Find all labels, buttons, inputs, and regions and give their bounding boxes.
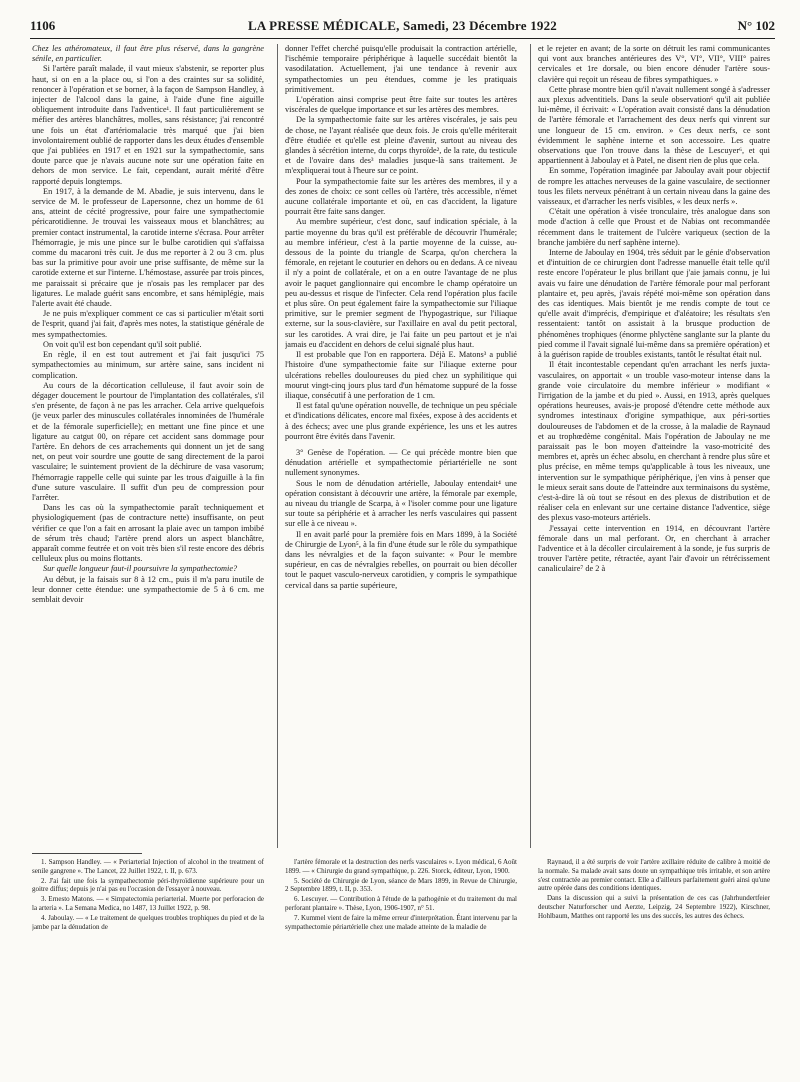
paragraph: Au membre supérieur, c'est donc, sauf indication spéciale, à la partie moyenne du bras qu'il est préférable de découvrir l'humérale; au membre inférieur, c'est à la partie moyenne de la cuisse, au-dessous de la pointe du triangle de Scarpa, qu'on cherchera la fémorale, en rejetant le couturier en dehors ou en dedans. A ce niveau il n'y a point de collatérale, et on a en outre l'avantage de ne plus avoir le paquet ganglionnaire qui encombre le champ opératoire un peu au-dessus et risque de l'infecter. Cela rend l'opération plus facile et plus sûre. On peut également faire la sympathectomie sur l'iliaque primitive, sur le premier segment de l'hypogastrique, sur l'iliaque externe, sur la sous-clavière, sur l'axillaire en aval du petit pectoral, sur les carotides. A vrai dire, je l'ai faite un peu partout et je n'ai jamais eu d'accident en dehors de celui signalé plus haut.: [285, 217, 517, 349]
footnote-rule: [32, 853, 142, 854]
paragraph: Interne de Jaboulay en 1904, très séduit par le génie d'observation et d'intuition de ce chirurgien dont l'adresse manuelle était telle qu'il reste encore l'opérateur le plus brillant que j'aie jamais connu, je lui avais vu faire une dénudation de l'artère fémorale pour mal perforant plantaire et, peu après, j'avais répété moi-même son opération dans des cas identiques. Mais bientôt je me rendis compte de tout ce qu'elle avait d'imprécis, d'empirique et d'aléatoire; les résultats s'en ressentaient: tantôt on assistait à la brusque production de phénomènes trophiques (énorme phlyctène sanglante sur la plante du pied comme il l'avait signalé lui-même dans sa première opération) et à la guérison rapide de troubles existants, tantôt le résultat était nul.: [538, 248, 770, 360]
paragraph: Cette phrase montre bien qu'il n'avait nullement songé à s'adresser aux plexus adventitiels. Dans la seule observation⁶ qu'il ait publiée lui-même, il écrivait: « L'opération avait consisté dans la dénudation de l'artère fémorale et l'arrachement des deux nerfs qui vinrent sur une longueur de 15 cm. environ. » Ces deux nerfs, ce sont évidemment le saphène interne et son accessoire. Les quatre observations que l'on trouve dans la thèse de Lescuyer⁶, et qui appartiennent à Jaboulay et à Patel, ne disent rien de plus que cela.: [538, 84, 770, 166]
text-column-2: [285, 44, 517, 850]
paragraph: J'essayai cette intervention en 1914, en découvrant l'artère fémorale dans un mal perforant. Or, en cherchant à arracher l'adventice et à la décoller circulairement à la sonde, je fus surpris de trouver l'artère petite, rétractée, ayant l'air d'avoir un rétrécissement canaliculaire⁷ de 2 à: [538, 523, 770, 574]
footnote: Dans la discussion qui a suivi la présentation de ces cas (Jahrhundertfeier deutscher Naturforscher und Aerzte, Leipzig, 24 Septembre 1922), Kirschner, Hohlbaum, Matthes ont rapporté les uns des succès, les autres des échecs.: [538, 894, 770, 920]
paragraph: En règle, il en est tout autrement et j'ai fait jusqu'ici 75 sympathectomies au minimum, sur artère saine, sans incident ni complication.: [32, 350, 264, 380]
text-column-3: [538, 44, 770, 850]
paragraph: Sur quelle longueur faut-il poursuivre la sympathectomie?: [43, 564, 238, 574]
issue-number: N° 102: [737, 18, 775, 33]
paragraph: Au début, je la faisais sur 8 à 12 cm., puis il m'a paru inutile de leur donner cette étendue: une sympathectomie de 5 à 6 cm. me semblait devoir: [32, 574, 264, 604]
paragraph: On voit qu'il est bon cependant qu'il soit publié.: [43, 339, 202, 349]
footnote: 1. Sampson Handley. — « Periarterial Injection of alcohol in the treatment of senile gangrene ». The Lancet, 22 Juillet 1922, t. II, p. 673.: [32, 858, 264, 875]
paragraph: et le rejeter en avant; de la sorte on détruit les rami communicantes qui vont aux branches antérieures des V°, VI°, VII°, VIII° paires cervicales et 1re dorsale, ou bien encore dénuder l'artère sous-clavière qui reçoit un réseau de fibres sympathiques. »: [538, 44, 770, 84]
page-number: 1106: [30, 18, 56, 33]
page-header: [30, 18, 775, 36]
footnote: 7. Kummel vient de faire la même erreur d'interprétation. Étant intervenu par la sympathectomie périartérielle chez une malade atteinte de la maladie de: [285, 913, 517, 931]
paragraph: donner l'effet cherché puisqu'elle produisait la contraction artérielle, l'ischémie temporaire périphérique à laquelle succédait bientôt la vasodilatation. Actuellement, j'ai une tendance à revenir aux sympathectomies un peu étendues, comme je les pratiquais primitivement.: [285, 44, 517, 94]
footnote: 4. Jaboulay. — « Le traitement de quelques troubles trophiques du pied et de la jambe par la dénudation de: [32, 913, 264, 931]
paragraph: En 1917, à la demande de M. Abadie, je suis intervenu, dans le service de M. le professeur de Lapersonne, chez un homme de 61 ans, atteint de cécité progressive, pour faire une sympathectomie péricarotidienne. Je trouvai les vaisseaux mous et blanchâtres; au premier contact instrumental, la carotide interne s'écrasa. Pour arrêter l'hémorragie, je mis une pince sur le bulbe carotidien qui s'affaissa comme du macaroni très cuit. Je dus me reporter à 2 ou 3 cm. plus bas sur la primitive pour avoir une prise suffisante, de même sur la carotide externe et sur l'interne. L'hémostase, assurée par trois pinces, me paraissait si précaire que je n'osais pas les remplacer par des ligatures. Le malade guérit sans encombre, et sans hémiplégie, mais l'alerte avait été chaude.: [32, 186, 264, 309]
footnotes-column-2: [285, 858, 517, 1063]
text-column-1: [32, 44, 264, 850]
paragraph: Dans les cas où la sympathectomie paraît techniquement et physiologiquement (pas de contracture nette) insuffisante, on peut vérifier ce que l'on a fait en arrosant la plaie avec un tampon imbibé de sérum très chaud; l'artère prend alors un aspect blanchâtre, apparaît comme feutrée et on voit très bien s'il reste encore des débris celluleux plus ou moins flottants.: [32, 503, 264, 564]
column-divider: [277, 44, 278, 848]
paragraph: Il était incontestable cependant qu'en arrachant les nerfs juxta-vasculaires, on apportait « un trouble vaso-moteur intense dans la grande voie circulatoire du membre inférieur » modifiant « l'irrigation de la jambe et du pied ». Aussi, en 1913, après quelques opérations heureuses, avais-je proposé d'étendre cette méthode aux syndromes intestinaux d'origine sympathique, aux péri-sorties douloureuses de l'abdomen et de la crosse, à la maladie de Raynaud et au trophœdème congénital. Mais l'opération de Jaboulay ne me paraissait pas le bon moyen d'atteindre la vaso-motricité des membres et, après un échec absolu, en cherchant à rendre plus sûre et plus précise, en même temps qu'applicable à tous les niveaux, une intervention sur le sympathique périphérique, j'en vins à penser que le mieux serait sans doute de l'atteindre aux terminaisons du système, c'est-à-dire là où tout se résout en des plexus de distribution et de réaliser cela en enlevant sur une certaine distance l'adventice, siège des plexus vaso-moteurs artériels.: [538, 360, 770, 523]
journal-title: LA PRESSE MÉDICALE, Samedi, 23 Décembre 1922: [247, 18, 557, 33]
paragraph: C'était une opération à visée tronculaire, très analogue dans son mode d'action à celle que Proust et de Nabias ont recommandée récemment dans le traitement de l'ulcère variqueux (section de la branche jambière du nerf saphène interne).: [538, 207, 770, 247]
column-divider: [530, 44, 531, 848]
paragraph: Il en avait parlé pour la première fois en Mars 1899, à la Société de Chirurgie de Lyon⁵, à la fin d'une étude sur le rôle du sympathique dans les névralgies et de la façon suivante: « Pour le membre supérieur, en cas de névralgies rebelles, on pourrait ou bien décoller tout le paquet vasculo-nerveux carotidien, y compris le sympathique cervical dans sa partie supérieure,: [285, 529, 517, 590]
footnote: 3. Ernesto Matons. — « Simpatectomia periarterial. Muerte por perforacion de la arteria ». La Semana Medica, no 1487, 13 Juillet 1922, p. 98.: [32, 895, 264, 913]
footnotes-column-3: [538, 858, 770, 1063]
footnote: Raynaud, il a été surpris de voir l'artère axillaire réduite de calibre à moitié de la normale. Sa malade avait sans doute un sympathique très irritable, et son artère s'est contractée au premier contact. Elle a d'ailleurs parfaitement guéri ainsi qu'une autre opérée dans des conditions identiques.: [538, 858, 770, 893]
paragraph: Au cours de la décortication celluleuse, il faut avoir soin de dégager doucement le pourtour de l'implantation des collatérales, s'il s'en présente, de façon à ne pas les arracher. Cela arrive quelquefois (je veux parler des minuscules collatérales innominées de l'humérale et de la fémorale superficielle); en mettant une fine pince et une ligature au catgut 00, on répare cet accident sans dommage pour l'artère. En dehors de ces arrachements qui donnent un jet de sang net, on peut voir sourdre une goutte de sang directement de la paroi vasculaire; le suintement provient de la déchirure de vasa vasorum; l'hémorragie rappelle celle qui suinte par les trous d'aiguille à la fin d'une suture vasculaire. Il suffit d'un peu de compression pour l'arrêter.: [32, 380, 264, 502]
paragraph: Il est fatal qu'une opération nouvelle, de technique un peu spéciale et d'indications délicates, encore mal fixées, expose à des accidents et à des échecs; avec une plus grande expérience, les uns et les autres pourront être évités dans l'avenir.: [285, 401, 517, 441]
paragraph: Il est probable que l'on en rapportera. Déjà E. Matons³ a publié l'histoire d'une sympathectomie faite sur l'iliaque externe pour ulcérations rebelles douloureuses du pied chez un syphilitique qui mourut vingt-cinq jours plus tard d'un hématome suppuré de la fosse iliaque, consécutif à une perforation de 1 cm.: [285, 350, 517, 400]
paragraph: Pour la sympathectomie faite sur les artères des membres, il y a des zones de choix: ce sont celles où l'artère, très accessible, n'émet aucune collatérale importante et où, en cas d'accident, la ligature pourrait être faite sans danger.: [285, 176, 517, 217]
paragraph: Chez les athéromateux, il faut être plus réservé, dans la gangrène sénile, en particulier.: [32, 44, 264, 64]
header-rule: [30, 38, 775, 39]
paragraph: Si l'artère paraît malade, il vaut mieux s'abstenir, se reporter plus haut, si on en a la place ou, si l'on a des craintes sur sa solidité, renoncer à l'opération et se borner, à la façon de Sampson Handley, à injecter de l'alcool dans la gaine, à l'aide d'une fine aiguille obliquement introduite dans l'adventice¹. Il faut particulièrement se méfier des artères blanchâtres, molles, sans résistance; j'ai rencontré une fois un état d'artériomalacie très marqué que j'ai bien involontairement oublié de rapporter dans les deux études d'ensemble que j'ai publiées en 1917 et en 1921 sur la sympathectomie, sans doute parce que je n'avais aucune note sur une opération faite en dehors de mon service. Le fait, cependant, aurait mérité d'être rapporté depuis longtemps.: [32, 64, 264, 186]
section-heading-paragraph: 3° Genèse de l'opération. — Ce qui précède montre bien que dénudation artérielle et sympathectomie périartérielle ne sont nullement synonymes.: [285, 447, 517, 478]
paragraph: En somme, l'opération imaginée par Jaboulay avait pour objectif de rompre les attaches nerveuses de la gaine vasculaire, de sectionner tous les filets nerveux pénétrant à un certain niveau dans la gaine des vaisseaux, et d'arracher les nerfs visibles, « les deux nerfs ».: [538, 166, 770, 207]
paragraph: L'opération ainsi comprise peut être faite sur toutes les artères viscérales de quelque importance et sur les artères des membres.: [285, 95, 517, 115]
footnote: l'artère fémorale et la destruction des nerfs vasculaires ». Lyon médical, 6 Août 1899. — « Chirurgie du grand sympathique, p. 226. Storck, éditeur, Lyon, 1900.: [285, 858, 517, 875]
paragraph: De la sympathectomie faite sur les artères viscérales, je sais peu de chose, ne l'ayant réalisée que deux fois. Je crois qu'elle mériterait d'être étudiée et qu'elle est pleine d'avenir, surtout au niveau des glandes à sécrétion interne, du corps thyroïde², de la rate, du testicule et de l'ovaire dans des³ maladies jusque-là sans traitement. Je m'expliquerai tout à l'heure sur ce point.: [285, 115, 517, 176]
footnote: 2. J'ai fait une fois la sympathectomie péri-thyroïdienne supérieure pour un goitre diffus; depuis je n'ai pas eu l'occasion de l'essayer à nouveau.: [32, 876, 264, 894]
paragraph: Sous le nom de dénudation artérielle, Jaboulay entendait⁴ une opération consistant à découvrir une artère, la fémorale par exemple, au niveau du triangle de Scarpa, à « l'isoler comme pour une ligature sur toute sa périphérie et à arracher les nerfs vasculaires qui passent sur elle à ce niveau ».: [285, 478, 517, 529]
footnotes-column-1: [32, 858, 264, 1063]
footnote: 6. Lescuyer. — Contribution à l'étude de la pathogénie et du traitement du mal perforant plantaire ». Thèse, Lyon, 1906-1907, n° 51.: [285, 895, 517, 913]
footnote: 5. Société de Chirurgie de Lyon, séance de Mars 1899, in Revue de Chirurgie, 2 Septembre 1899, t. II, p. 353.: [285, 876, 517, 894]
paragraph: Je ne puis m'expliquer comment ce cas si particulier m'était sorti de l'esprit, quand j'ai fait, d'après mes notes, la statistique générale de mes sympathectomies.: [32, 309, 264, 339]
